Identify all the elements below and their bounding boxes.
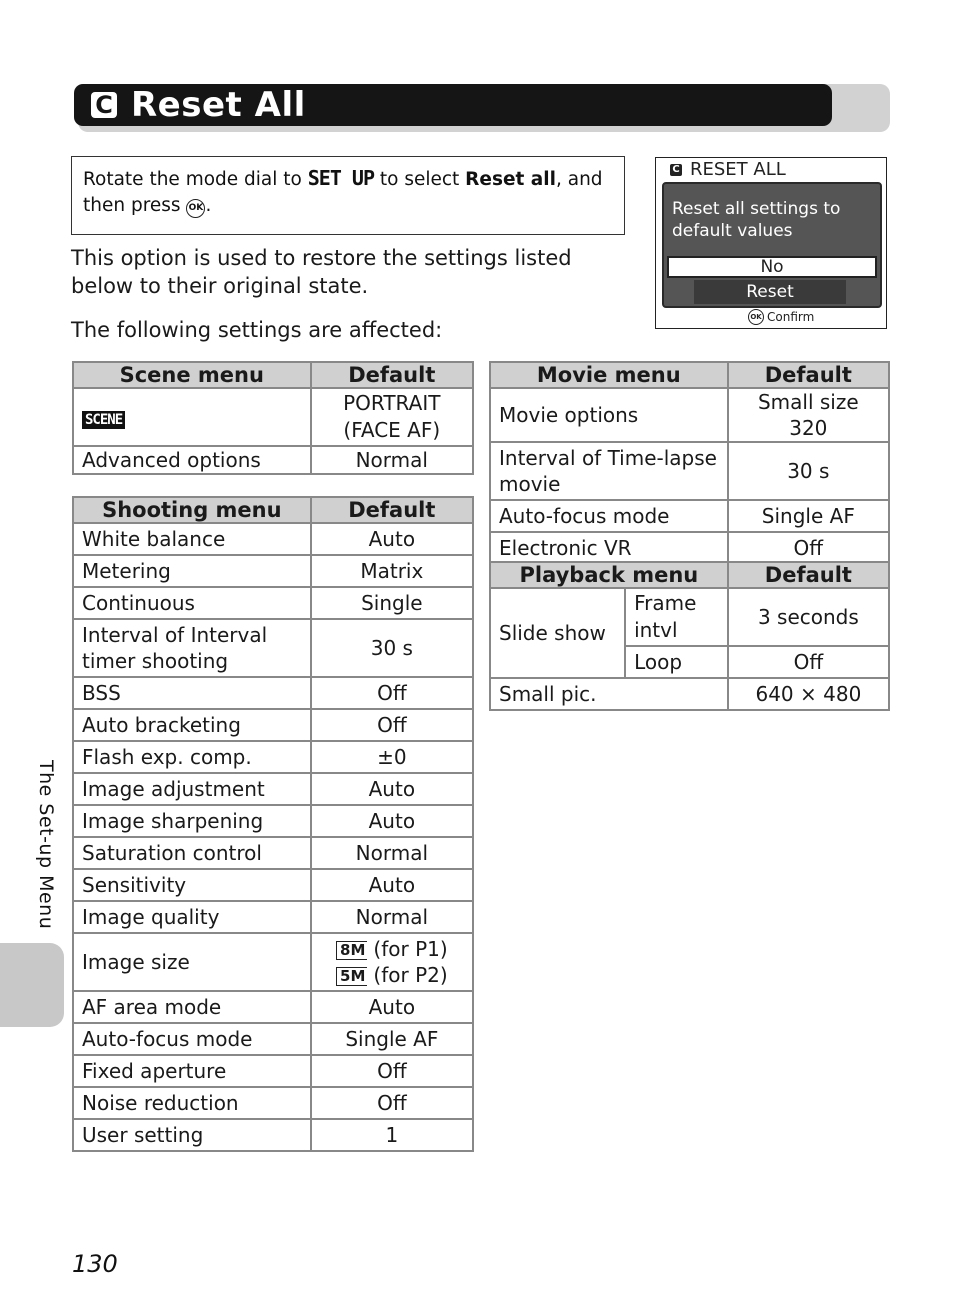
scene-default-line: (FACE AF) <box>343 418 441 442</box>
screen-title: RESET ALL <box>690 159 786 180</box>
instruction-text: Rotate the mode dial to <box>83 169 308 190</box>
table-cell-label: White balance <box>73 523 311 555</box>
page-title: Reset All <box>131 85 306 125</box>
movie-menu-table <box>489 361 890 565</box>
image-size-5m-icon: 5M <box>336 967 367 986</box>
table-cell-label: Sensitivity <box>73 869 311 901</box>
table-cell-label: Loop <box>625 646 728 678</box>
table-cell-value: 640 × 480 <box>728 678 889 710</box>
image-size-text: (for P1) <box>373 937 448 961</box>
table-cell-value: Single AF <box>311 1023 473 1055</box>
table-cell-label: Saturation control <box>73 837 311 869</box>
shooting-menu-table <box>72 496 474 1152</box>
table-cell-label: Auto-focus mode <box>490 500 728 532</box>
table-cell-value: Auto <box>311 991 473 1023</box>
table-cell-value: Off <box>311 1087 473 1119</box>
instruction-text: , and then press <box>83 169 603 216</box>
table-cell-value: Off <box>311 1055 473 1087</box>
ok-button-icon: OK <box>186 199 205 218</box>
table-header: Default <box>311 497 473 523</box>
instruction-box <box>71 156 625 235</box>
ok-button-icon: OK <box>748 309 764 325</box>
affected-paragraph: The following settings are affected: <box>71 318 443 342</box>
section-thumb-tab <box>0 943 64 1027</box>
table-cell-label: Image quality <box>73 901 311 933</box>
table-header: Playback menu <box>490 562 728 588</box>
table-cell-value <box>311 388 473 446</box>
table-header: Movie menu <box>490 362 728 388</box>
instruction-bold: Reset all <box>465 169 556 190</box>
table-cell-label: Small pic. <box>490 678 728 710</box>
table-cell-value: Off <box>311 677 473 709</box>
confirm-label: Confirm <box>767 310 815 324</box>
table-cell-value: 3 seconds <box>728 588 889 646</box>
camera-screen <box>655 157 887 329</box>
table-cell-value: Normal <box>311 837 473 869</box>
table-cell-label <box>73 388 311 446</box>
table-cell-label: Slide show <box>490 588 625 678</box>
table-header: Default <box>728 562 889 588</box>
table-cell-label: Auto bracketing <box>73 709 311 741</box>
table-cell-label: Continuous <box>73 587 311 619</box>
screen-footer <box>748 309 814 325</box>
table-cell-value: 30 s <box>311 619 473 677</box>
table-cell-value: ±0 <box>311 741 473 773</box>
option-no[interactable]: No <box>667 256 877 278</box>
section-side-label: The Set-up Menu <box>35 760 57 930</box>
table-cell-value: Off <box>311 709 473 741</box>
intro-paragraph: This option is used to restore the settings listed below to their original state. <box>71 246 572 298</box>
setup-mode-label: SET UP <box>307 166 374 190</box>
image-size-text: (for P2) <box>373 963 448 987</box>
scene-menu-table <box>72 361 474 475</box>
table-cell-value: Auto <box>311 805 473 837</box>
table-cell-label: Movie options <box>490 388 728 442</box>
table-header: Default <box>728 362 889 388</box>
table-cell-label: Image adjustment <box>73 773 311 805</box>
table-cell-label: User setting <box>73 1119 311 1151</box>
table-cell-value: Auto <box>311 773 473 805</box>
table-cell-value: 1 <box>311 1119 473 1151</box>
table-cell-value: Matrix <box>311 555 473 587</box>
table-cell-label: Metering <box>73 555 311 587</box>
playback-menu-table <box>489 561 890 711</box>
table-cell-label: Flash exp. comp. <box>73 741 311 773</box>
table-cell-label: Auto-focus mode <box>73 1023 311 1055</box>
table-cell-value <box>311 933 473 991</box>
option-reset[interactable]: Reset <box>694 280 846 304</box>
table-cell-value: Single <box>311 587 473 619</box>
table-cell-value: 30 s <box>728 442 889 500</box>
table-cell-value: Single AF <box>728 500 889 532</box>
screen-dialog <box>662 182 882 308</box>
scene-icon: SCENE <box>82 411 125 429</box>
page-number: 130 <box>72 1250 118 1278</box>
table-cell-label: Noise reduction <box>73 1087 311 1119</box>
table-cell-label: Image sharpening <box>73 805 311 837</box>
table-header: Shooting menu <box>73 497 311 523</box>
table-cell-value: Off <box>728 532 889 564</box>
image-size-8m-icon: 8M <box>336 941 367 960</box>
table-cell-label: Frame intvl <box>625 588 728 646</box>
screen-message: Reset all settings to default values <box>672 199 841 241</box>
page-title-bar <box>74 84 832 126</box>
custom-mode-icon: C <box>670 164 682 176</box>
table-header: Scene menu <box>73 362 311 388</box>
table-cell-label: Interval of Time-lapse movie <box>490 442 728 500</box>
table-header: Default <box>311 362 473 388</box>
table-cell-label: Fixed aperture <box>73 1055 311 1087</box>
table-cell-value: Auto <box>311 523 473 555</box>
table-cell-label: Image size <box>73 933 311 991</box>
scene-default-line: PORTRAIT <box>343 391 441 415</box>
table-cell-label: BSS <box>73 677 311 709</box>
table-cell-value: Normal <box>311 446 473 474</box>
table-cell-label: Advanced options <box>73 446 311 474</box>
table-cell-value: Auto <box>311 869 473 901</box>
table-cell-label: Interval of Interval timer shooting <box>73 619 311 677</box>
custom-mode-icon: C <box>91 92 117 118</box>
instruction-text: to select <box>373 169 466 190</box>
screen-header <box>670 159 786 180</box>
instruction-text: . <box>205 195 212 216</box>
table-cell-value: Off <box>728 646 889 678</box>
table-cell-label: Electronic VR <box>490 532 728 564</box>
table-cell-label: AF area mode <box>73 991 311 1023</box>
table-cell-value: Normal <box>311 901 473 933</box>
table-cell-value: Small size 320 <box>728 388 889 442</box>
